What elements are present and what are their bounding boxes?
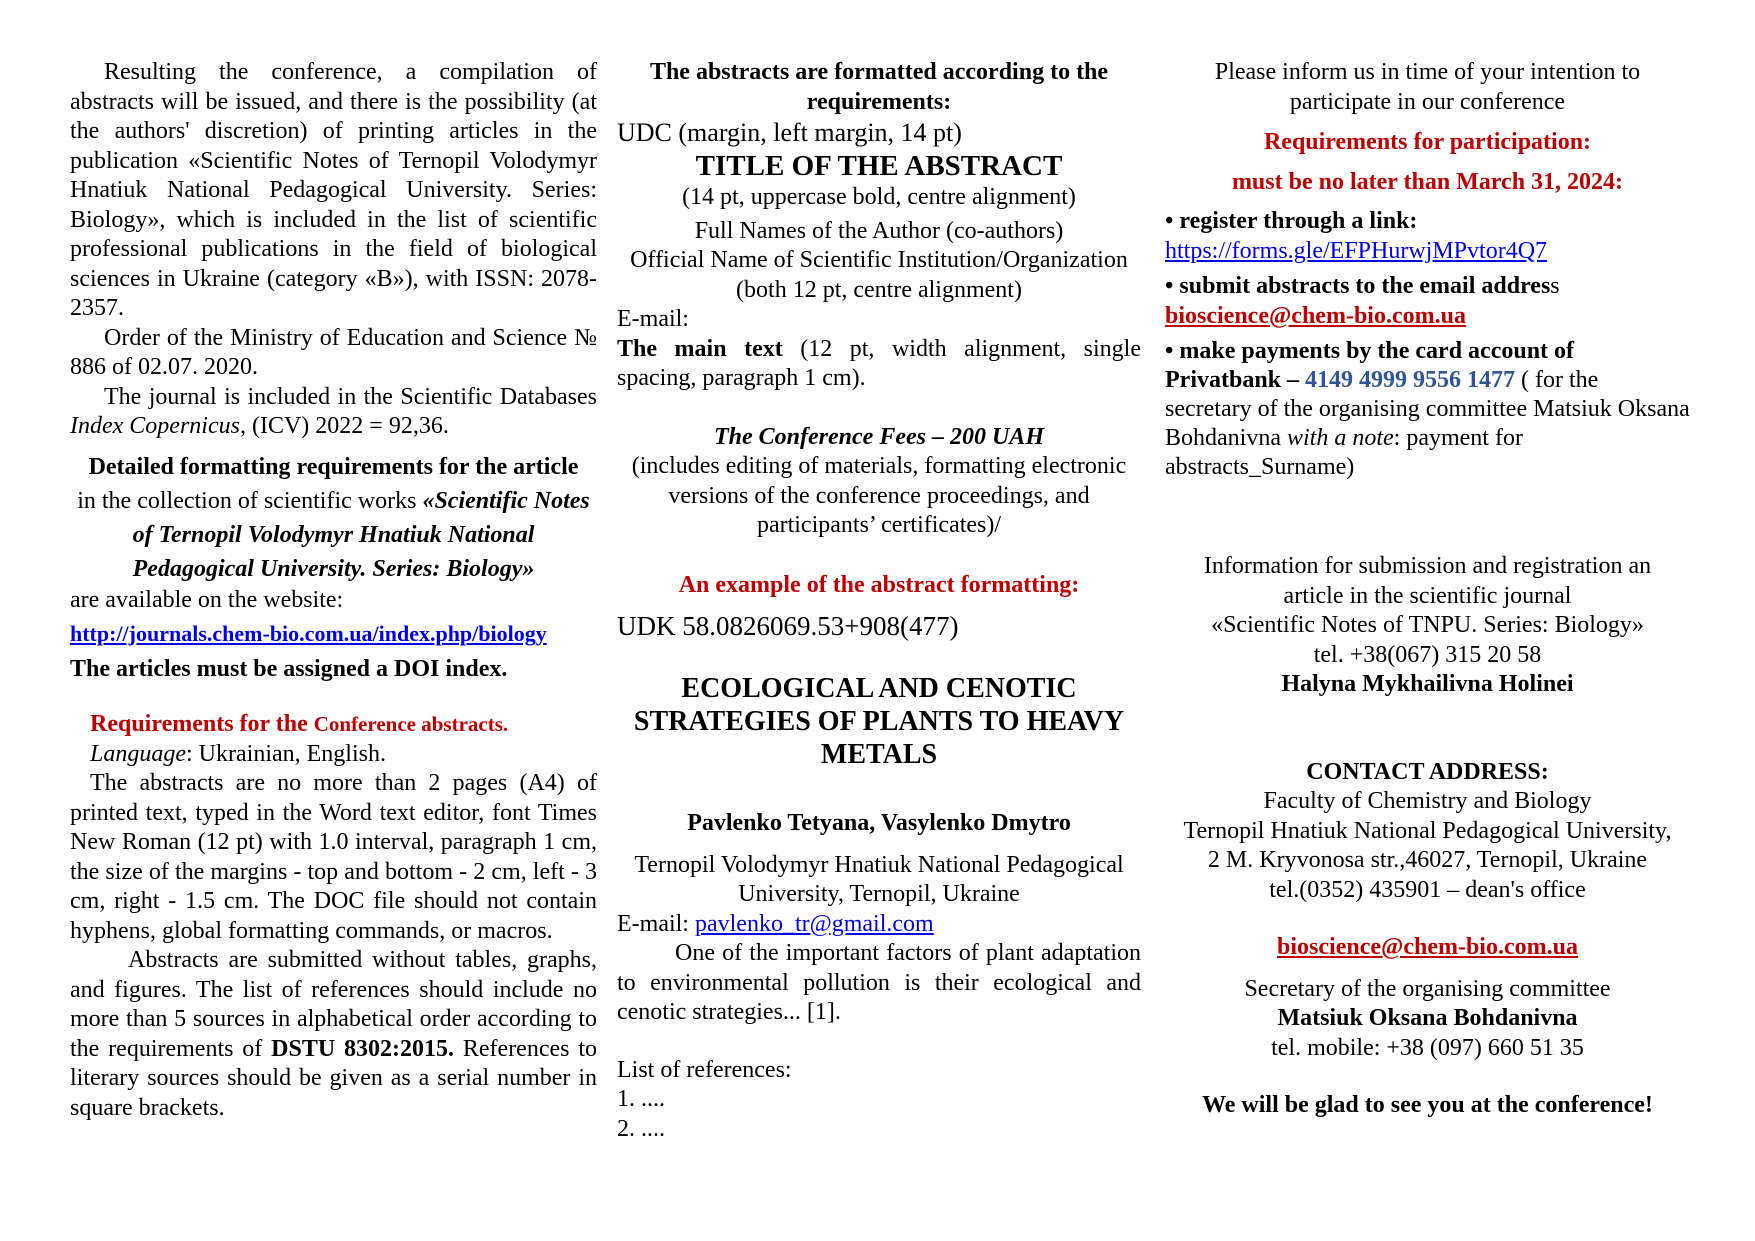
payment-note-text: : payment for abstracts_Surname)	[1165, 425, 1523, 480]
req-heading-part1: Requirements for the	[90, 711, 314, 737]
example-email-line	[617, 910, 1141, 940]
language-line	[70, 740, 597, 770]
journal-name-text: «Scientific Notes of Ternopil Volodymyr Hnatiuk National Pedagogical University. Series: Biology»	[132, 487, 590, 582]
website-line	[70, 619, 597, 649]
example-email-link[interactable]: pavlenko_tr@gmail.com	[694, 910, 934, 937]
submit-email-link[interactable]: bioscience@chem-bio.com.ua	[1165, 302, 1466, 329]
card-number: 4149 4999 9556 1477	[1305, 367, 1516, 393]
req-heading-part2: Conference abstracts.	[313, 712, 509, 736]
submit-label-suffix: s	[1550, 273, 1560, 299]
ministry-order-paragraph	[70, 324, 597, 383]
doi-requirement: The articles must be assigned a DOI index.	[70, 655, 508, 682]
example-authors: Pavlenko Tetyana, Vasylenko Dmytro	[687, 810, 1071, 836]
example-title: ECOLOGICAL AND CENOTIC STRATEGIES OF PLANTS TO HEAVY METALS	[633, 673, 1125, 770]
email-format-line: E-mail:	[617, 306, 689, 332]
main-text-label: The main text	[617, 335, 783, 362]
payment-label: • make payments by the card account of Privatbank –	[1165, 338, 1575, 393]
conference-abstracts-requirements-heading	[70, 710, 597, 740]
example-heading: An example of the abstract formatting:	[678, 571, 1080, 598]
contact-university: Ternopil Hnatiuk National Pedagogical University,	[1183, 817, 1672, 844]
abstracts-format-paragraph: The abstracts are no more than 2 pages (A4) of printed text, typed in the Word text editor, font Times New Roman (12 pt) with 1.0 interval, paragraph 1 cm, the size of the margins - top and bottom - 2 cm, left - 3 cm, right - 1.5 cm. The DOC file should not contain hyphens, global formatting commands, or macros.	[70, 770, 597, 944]
inform-text: Please inform us in time of your intention to participate in our conference	[1214, 59, 1641, 115]
payment-note-label: with a note	[1286, 425, 1394, 451]
contact-street: 2 M. Kryvonosa str.,46027, Ternopil, Ukraine	[1207, 847, 1648, 873]
example-email-label: E-mail:	[617, 910, 695, 937]
compilation-text: Resulting the conference, a compilation of abstracts will be issued, and there is the possibility (at the authors' discretion) of printing articles in the publication «Scientific Notes of Ternopil Volodymyr Hnatiuk National Pedagogical University. Series: Biology», which is included in the list of scientific professional publications in the field of biological sciences in Ukraine (category «B»), with ISSN: 2078-2357.	[70, 59, 597, 321]
contact-address-heading: CONTACT ADDRESS:	[1306, 758, 1549, 785]
conference-fees-title: The Conference Fees – 200 UAH	[714, 423, 1044, 450]
example-institution: Ternopil Volodymyr Hnatiuk National Pedagogical University, Ternopil, Ukraine	[634, 851, 1124, 907]
closing-greeting: We will be glad to see you at the conference!	[1202, 1092, 1653, 1118]
contact-email-link[interactable]: bioscience@chem-bio.com.ua	[1277, 934, 1578, 960]
reference-item-2: 2. ....	[617, 1115, 665, 1142]
register-link-line	[1165, 237, 1690, 267]
databases-text: The journal is included in the Scientific Databases	[104, 383, 597, 410]
example-udk: UDK 58.0826069.53+908(477)	[617, 611, 959, 641]
journal-info-line3: «Scientific Notes of TNPU. Series: Biology»	[1211, 612, 1644, 638]
icv-text: , (ICV) 2022 = 92,36.	[239, 413, 449, 439]
dstu-text: DSTU 8302:2015.	[271, 1035, 455, 1062]
reference-item-1: 1. ....	[617, 1086, 665, 1112]
language-label: Language	[90, 740, 186, 767]
journal-contact-name: Halyna Mykhailivna Holinei	[1281, 671, 1574, 697]
register-label: • register through a link:	[1165, 208, 1418, 234]
references-text: References to literary sources should be given as a serial number in square brackets.	[70, 1035, 597, 1121]
format-heading: The abstracts are formatted according to the requirements:	[649, 59, 1109, 115]
submit-email-line	[1165, 302, 1690, 332]
udc-line: UDC (margin, left margin, 14 pt)	[617, 118, 962, 147]
references-label: List of references:	[617, 1056, 792, 1083]
detailed-requirements-journal	[70, 484, 597, 586]
databases-paragraph	[70, 383, 597, 442]
contact-faculty: Faculty of Chemistry and Biology	[1263, 788, 1592, 814]
journal-info-tel: tel. +38(067) 315 20 58	[1313, 641, 1542, 668]
participation-requirements-heading: Requirements for participation:	[1263, 129, 1592, 155]
index-copernicus-text: Index Copernicus	[70, 413, 240, 439]
collection-text: in the collection of scientific works	[77, 487, 423, 514]
column-left	[70, 58, 597, 1123]
title-format-line: TITLE OF THE ABSTRACT	[695, 150, 1063, 182]
secretary-phone: tel. mobile: +38 (097) 660 51 35	[1271, 1034, 1584, 1061]
ministry-order-text: Order of the Ministry of Education and Science № 886 of 02.07. 2020.	[70, 324, 597, 380]
journal-website-link[interactable]: http://journals.chem-bio.com.ua/index.php/biology	[70, 621, 547, 646]
main-text-format	[617, 335, 1141, 394]
column-right	[1165, 58, 1690, 1121]
journal-info-line1: Information for submission and registration an	[1203, 553, 1652, 579]
language-value: : Ukrainian, English.	[186, 740, 386, 767]
deadline-heading: must be no later than March 31, 2024:	[1231, 169, 1624, 195]
journal-info-line2: article in the scientific journal	[1283, 582, 1572, 609]
title-format-note: (14 pt, uppercase bold, centre alignment)	[682, 184, 1076, 210]
payment-details: ( for the secretary of the organising committee Matsiuk Oksana Bohdanivna	[1165, 367, 1690, 451]
submit-label-line	[1165, 272, 1690, 302]
secretary-label: Secretary of the organising committee	[1244, 975, 1611, 1002]
payment-paragraph	[1165, 337, 1690, 482]
institution-format-line: Official Name of Scientific Institution/Organization	[630, 247, 1128, 273]
tables-references-paragraph	[70, 946, 597, 1123]
submit-label: • submit abstracts to the email addres	[1165, 273, 1551, 299]
both-format-note: (both 12 pt, centre alignment)	[736, 276, 1022, 303]
authors-format-line: Full Names of the Author (co-authors)	[694, 217, 1064, 244]
tables-text: Abstracts are submitted without tables, graphs, and figures. The list of references should include no more than 5 sources in alphabetical order according to the requirements of	[70, 947, 597, 1062]
conference-fees-text: (includes editing of materials, formatting electronic versions of the conference proceedings, and participants’ certificates)/	[631, 453, 1127, 538]
example-body: One of the important factors of plant adaptation to environmental pollution is their ecological and cenotic strategies... [1].	[617, 940, 1141, 1025]
contact-email-line	[1165, 933, 1690, 963]
contact-phone: tel.(0352) 435901 – dean's office	[1269, 876, 1586, 903]
registration-form-link[interactable]: https://forms.gle/EFPHurwjMPvtor4Q7	[1165, 237, 1548, 264]
available-text: are available on the website:	[70, 586, 344, 613]
conference-compilation-paragraph	[70, 58, 597, 324]
column-middle	[617, 58, 1141, 1144]
secretary-name: Matsiuk Oksana Bohdanivna	[1277, 1005, 1578, 1031]
detailed-requirements-title: Detailed formatting requirements for the article	[88, 453, 579, 480]
main-text-rules: (12 pt, width alignment, single spacing, paragraph 1 cm).	[617, 335, 1141, 391]
